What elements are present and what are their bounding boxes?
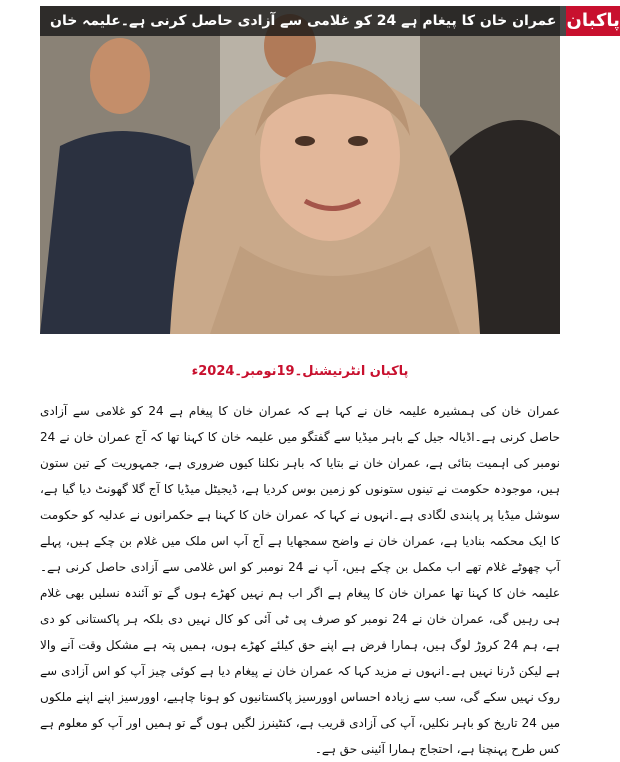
photo-illustration — [40, 6, 560, 334]
news-photo — [40, 6, 560, 334]
brand-logo: پاکبان — [566, 6, 619, 36]
dateline: پاکبان انٹرنیشنل۔19نومبر۔2024ء — [191, 364, 409, 379]
headline-banner — [40, 6, 620, 36]
banner-headline: عمران خان کا پیغام ہے 24 کو غلامی سے آزادی حاصل کرنی ہے۔علیمہ خان — [40, 6, 566, 36]
article-body: عمران خان کی ہمشیرہ علیمہ خان نے کہا ہے کہ عمران خان کا پیغام ہے 24 کو غلامی سے آزادی حاصل کرنی ہے۔اڈیالہ جیل کے باہر میڈیا سے گفتگو میں علیمہ خان کا کہنا تھا کہ آج عمران خان نے 24 نومبر کی اہمیت بتائی ہے، عمران خان نے بتایا کہ باہر نکلنا کیوں ضروری ہے، جمہوریت کے تین ستون ہیں، موجودہ حکومت نے تینوں ستونوں کو زمین بوس کردیا ہے، ڈیجیٹل میڈیا کا آج گلا گھونٹ دیا گیا ہے، سوشل میڈیا پر پابندی لگادی ہے۔انہوں نے کہا کہ عمران خان کا کہنا ہے حکمرانوں نے عدلیہ کو حکومت کا ایک محکمہ بنادیا ہے، عمران خان نے واضح سمجھایا ہے آج آپ اس ملک میں غلام بن چکے ہیں، پہلے آپ چھوٹے غلام تھے اب مکمل بن چکے ہیں، آپ نے 24 نومبر کو اس غلامی سے آزادی حاصل کرنی ہے۔علیمہ خان کا کہنا تھا عمران خان کا پیغام ہے اگر اب ہم نہیں کھڑے ہوں گے تو آئندہ نسلیں بھی غلام ہی رہیں گی، عمران خان نے 24 نومبر کو صرف پی ٹی آئی کو کال نہیں دی بلکہ ہر پاکستانی کو دی ہے، ہم 24 کروڑ لوگ ہیں، ہمارا فرض ہے اپنے حق کیلئے کھڑے ہوں، ہمیں پتہ ہے مشکل وقت آنے والا ہے لیکن ڈرنا نہیں ہے۔انہوں نے مزید کہا کہ عمران خان نے پیغام دیا ہے کوئی چیز آپ کو اس آزادی سے روک نہیں سکے گی، سب سے زیادہ احساس اوورسیز پاکستانیوں کو ہونا چاہیے، اوورسیز اپنے اپنے ملکوں میں 24 تاریخ کو باہر نکلیں، آپ کی آزادی قریب ہے، کنٹینرز لگیں ہوں گے تو ہمیں اور آپ کو معلوم ہے کس طرح پہنچنا ہے، احتجاج ہمارا آئینی حق ہے۔ — [40, 404, 561, 756]
